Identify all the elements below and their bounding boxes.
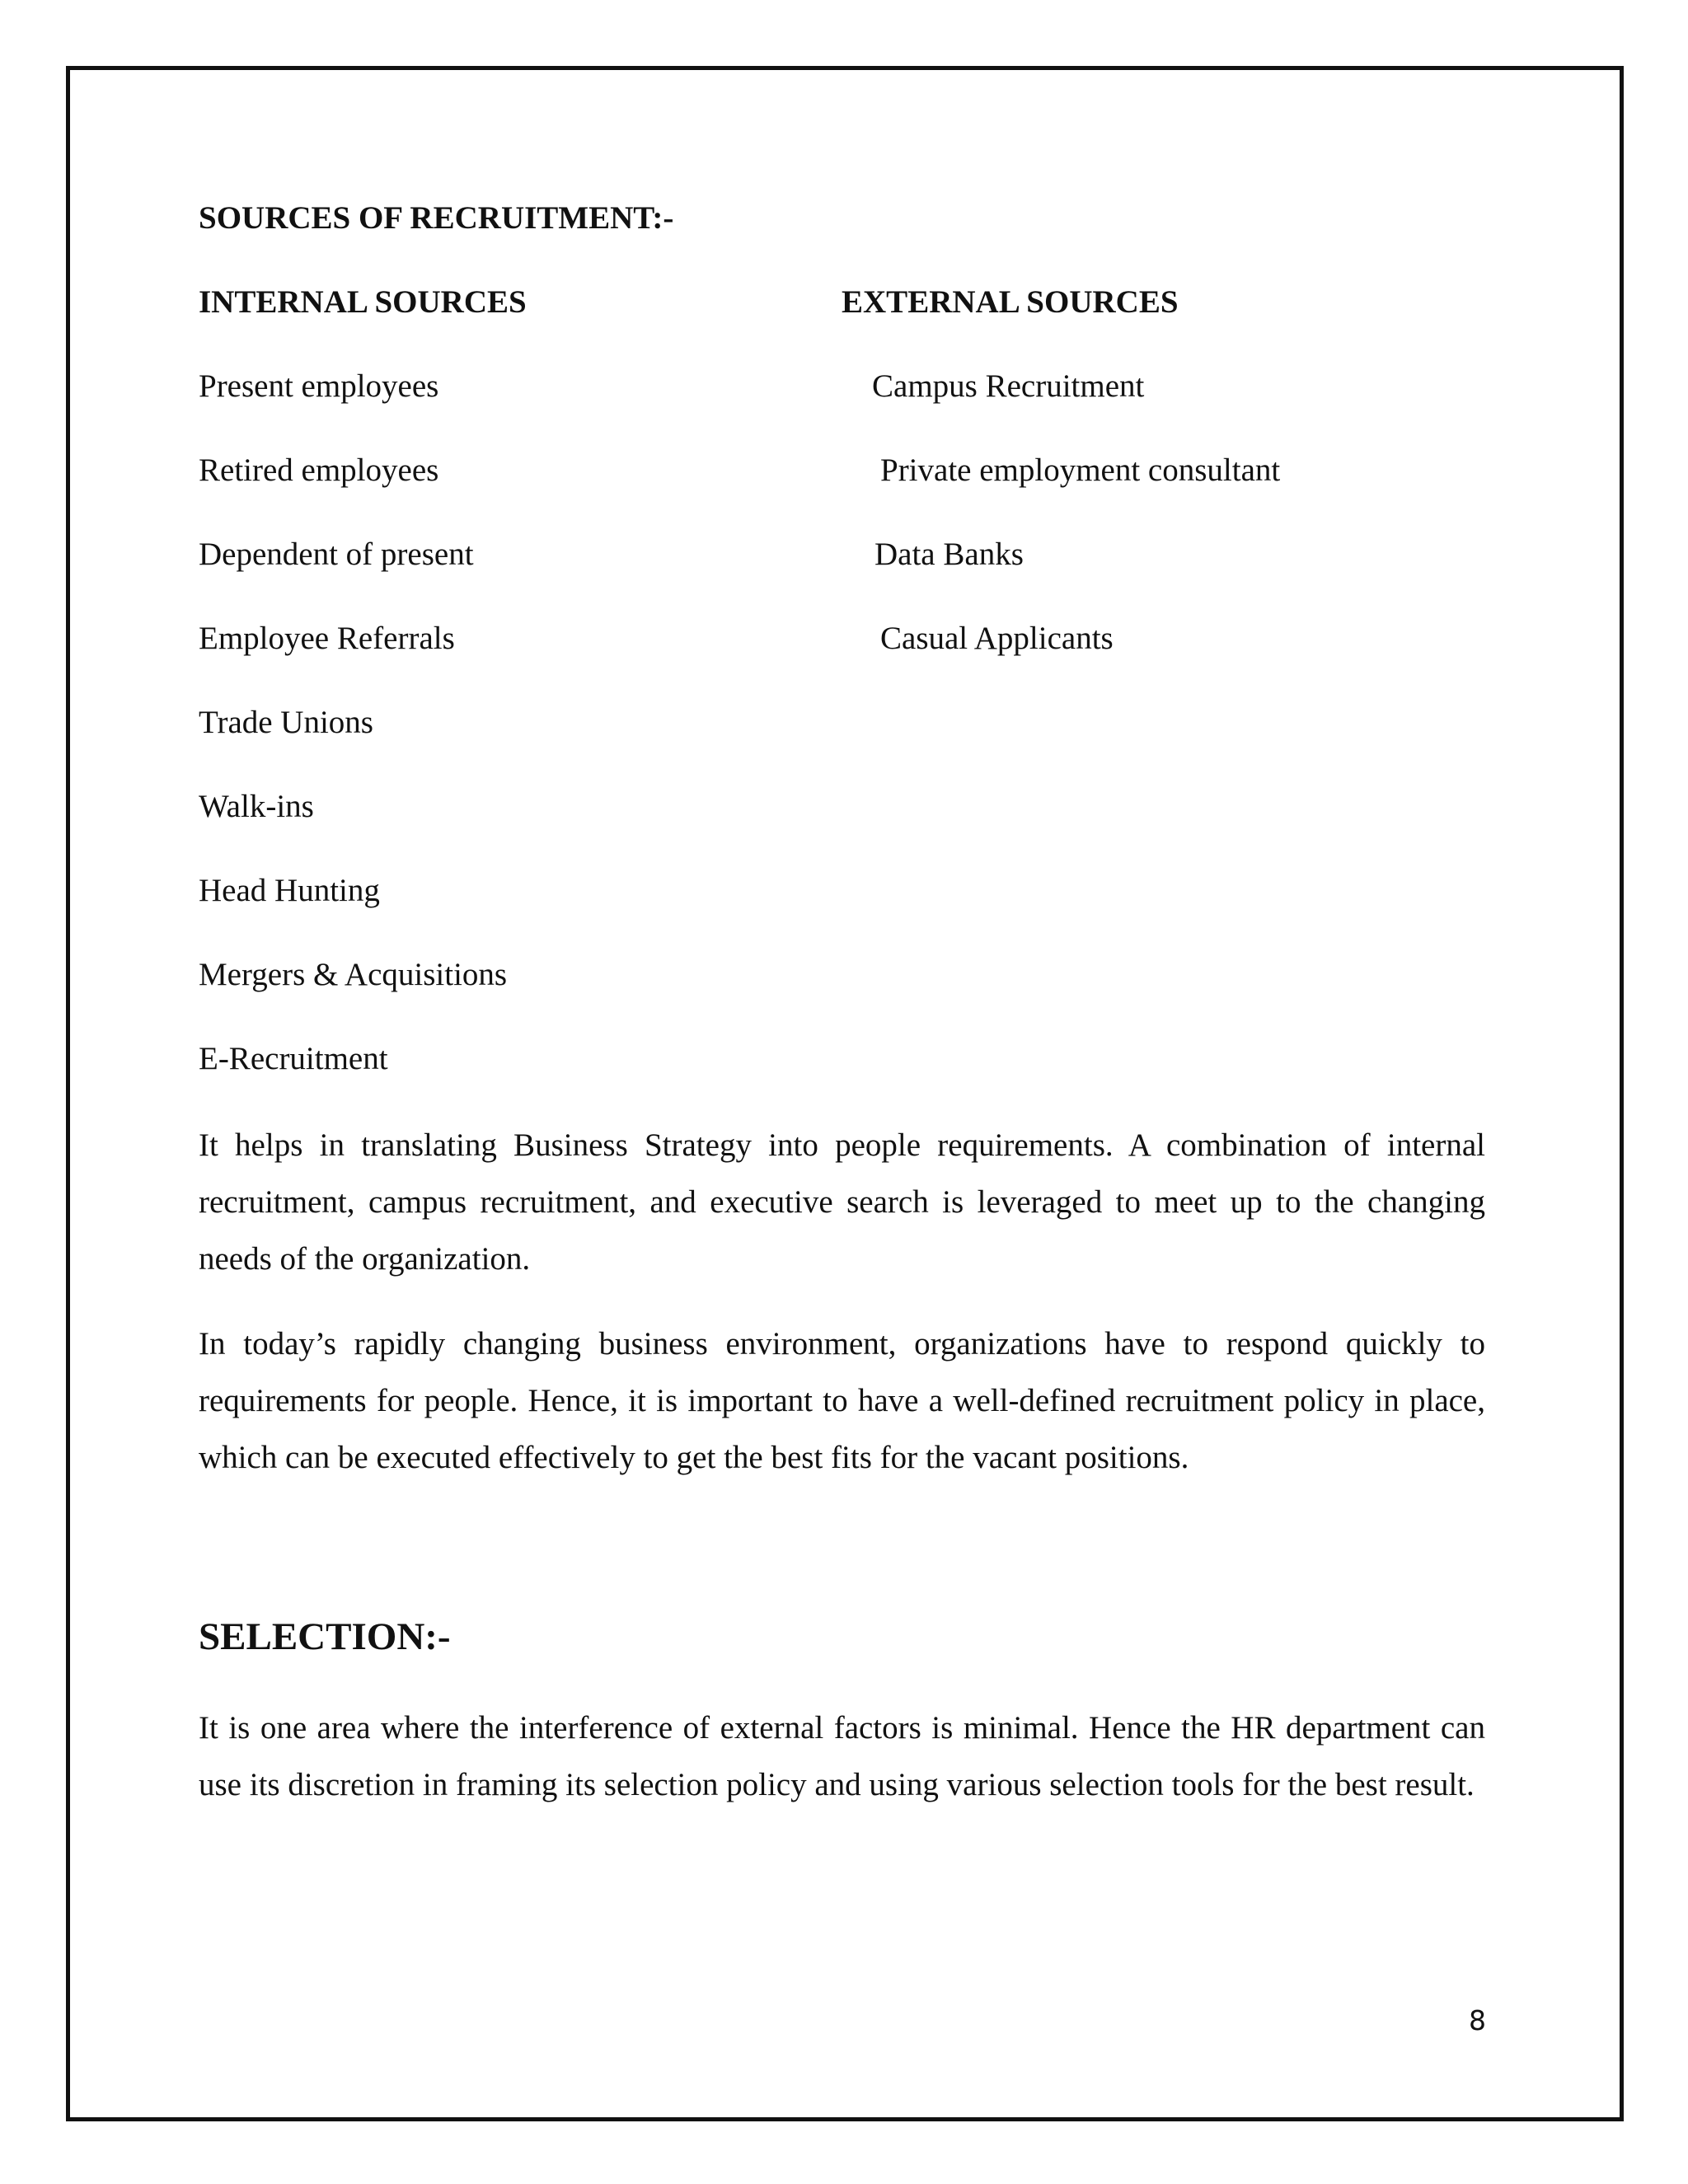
internal-source-item: Mergers & Acquisitions (199, 957, 508, 992)
body-paragraph: In today’s rapidly changing business environment, organizations have to respond quickly to requirements for people. Hence, it is important to have a well-defined recruitment policy in place, which can be executed effectively to get the best fits for the vacant positions. (199, 1326, 1485, 1475)
external-source-item: Casual Applicants (880, 621, 1114, 656)
internal-source-item: E-Recruitment (199, 1041, 388, 1076)
internal-source-item: Present employees (199, 368, 439, 404)
external-source-item: Data Banks (874, 537, 1024, 572)
internal-source-item: Retired employees (199, 452, 439, 488)
internal-sources-heading: INTERNAL SOURCES (199, 284, 527, 320)
internal-source-item: Trade Unions (199, 705, 373, 740)
selection-heading: SELECTION:- (199, 1615, 451, 1658)
external-sources-heading: EXTERNAL SOURCES (842, 284, 1179, 320)
selection-paragraph: It is one area where the interference of external factors is minimal. Hence the HR department can use its discretion in framing its selection policy and using various selection tools for the best result. (199, 1710, 1485, 1802)
internal-source-item: Dependent of present (199, 537, 474, 572)
page-number: 8 (1469, 2004, 1486, 2036)
external-source-item: Campus Recruitment (872, 368, 1145, 404)
internal-source-item: Head Hunting (199, 873, 380, 908)
body-paragraph: It helps in translating Business Strategy into people requirements. A combination of internal recruitment, campus recruitment, and executive search is leveraged to meet up to the changing needs of the organization. (199, 1127, 1485, 1277)
internal-source-item: Walk-ins (199, 789, 314, 824)
internal-source-item: Employee Referrals (199, 621, 455, 656)
section-heading: SOURCES OF RECRUITMENT:- (199, 200, 674, 236)
external-source-item: Private employment consultant (880, 452, 1281, 488)
